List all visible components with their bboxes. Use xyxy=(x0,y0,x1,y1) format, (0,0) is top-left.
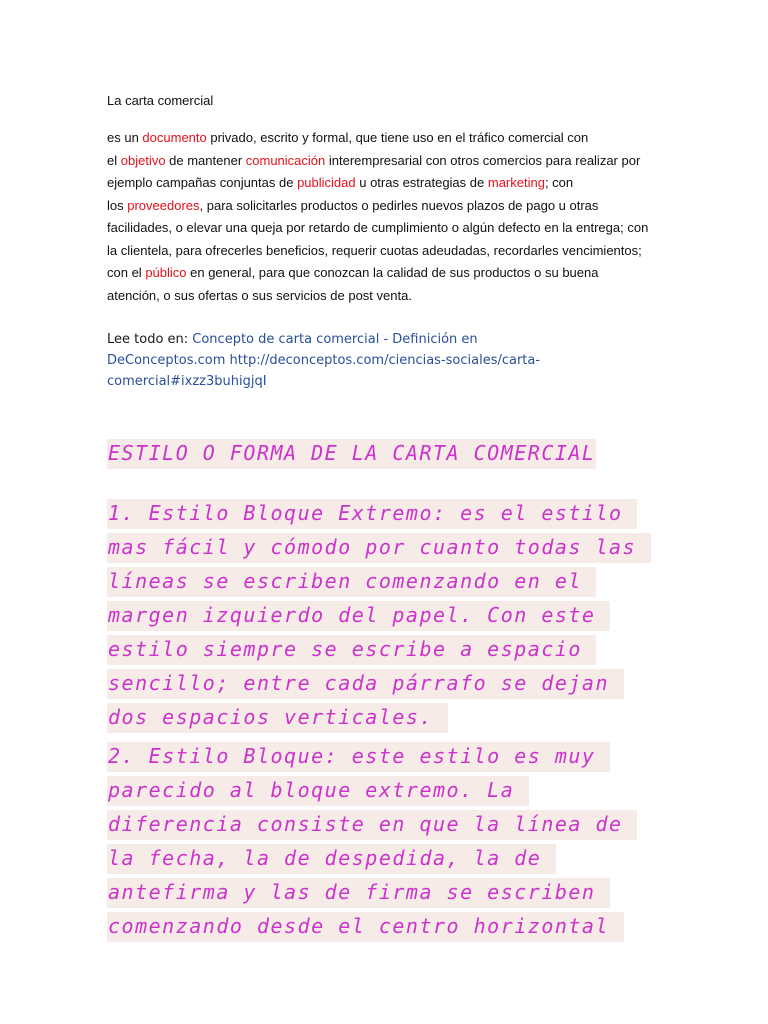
paragraph-line xyxy=(107,150,667,173)
paragraph-line xyxy=(107,195,667,218)
text-span: ejemplo campañas conjuntas de xyxy=(107,175,298,190)
heading-text: ESTILO O FORMA DE LA CARTA COMERCIAL xyxy=(107,439,596,469)
highlighted-line: margen izquierdo del papel. Con este xyxy=(107,601,610,631)
keyword-link[interactable]: objetivo xyxy=(120,152,166,168)
text-span: interempresarial con otros comercios para realizar por xyxy=(325,152,641,168)
text-span: la clientela, para ofrecerles beneficios, requerir cuotas adeudadas, recordarles vencimientos; xyxy=(107,242,642,258)
text-span: , para solicitarles productos o pedirles nuevos plazos de pago u otras xyxy=(199,197,599,213)
highlighted-line: parecido al bloque extremo. La xyxy=(107,776,529,806)
paragraph-line xyxy=(107,285,667,308)
style-1-block xyxy=(107,499,651,737)
source-url-line[interactable]: comercial#ixzz3buhigjqI xyxy=(107,374,267,389)
text-span: el xyxy=(107,152,121,168)
document-title: La carta comercial xyxy=(107,93,214,108)
text-span: es un xyxy=(107,130,143,145)
highlighted-line: 2. Estilo Bloque: este estilo es muy xyxy=(107,742,610,772)
text-span: u otras estrategias de xyxy=(355,175,488,190)
highlighted-line: sencillo; entre cada párrafo se dejan xyxy=(107,669,624,699)
style-2-block xyxy=(107,742,637,946)
source-citation xyxy=(107,329,667,392)
highlighted-line: la fecha, la de despedida, la de xyxy=(107,844,556,874)
paragraph-line xyxy=(107,262,667,285)
keyword-link[interactable]: publicidad xyxy=(297,175,356,190)
highlighted-line: comenzando desde el centro horizontal xyxy=(107,912,624,942)
text-span: con el xyxy=(107,265,146,280)
definition-paragraph xyxy=(107,127,667,307)
highlighted-line: antefirma y las de firma se escriben xyxy=(107,878,610,908)
highlighted-line: diferencia consiste en que la línea de xyxy=(107,810,637,840)
paragraph-line xyxy=(107,240,667,263)
text-span: facilidades, o elevar una queja por retardo de cumplimiento o algún defecto en la entrega; con xyxy=(107,220,649,235)
paragraph-line xyxy=(107,127,667,150)
keyword-link[interactable]: documento xyxy=(142,130,207,145)
paragraph-line xyxy=(107,217,667,240)
highlighted-line: 1. Estilo Bloque Extremo: es el estilo xyxy=(107,499,637,529)
highlighted-line: dos espacios verticales. xyxy=(107,703,448,733)
keyword-link[interactable]: público xyxy=(145,265,187,280)
text-span: los xyxy=(107,197,128,213)
text-span: privado, escrito y formal, que tiene uso en el tráfico comercial con xyxy=(206,130,589,145)
source-prefix: Lee todo en: xyxy=(107,332,193,347)
text-span: atención, o sus ofertas o sus servicios de post venta. xyxy=(107,287,412,303)
source-link[interactable]: Concepto de carta comercial - Definición en xyxy=(192,332,478,347)
highlighted-line: líneas se escriben comenzando en el xyxy=(107,567,596,597)
source-url-line[interactable]: DeConceptos.com http://deconceptos.com/ciencias-sociales/carta- xyxy=(107,353,541,368)
highlighted-line: estilo siempre se escribe a espacio xyxy=(107,635,596,665)
source-line xyxy=(107,329,667,350)
text-span: ; con xyxy=(544,175,574,190)
keyword-link[interactable]: marketing xyxy=(487,175,545,190)
keyword-link[interactable]: proveedores xyxy=(127,197,200,213)
paragraph-line xyxy=(107,172,667,195)
text-span: en general, para que conozcan la calidad de sus productos o su buena xyxy=(186,265,599,280)
section-heading xyxy=(107,439,596,473)
highlighted-line: mas fácil y cómodo por cuanto todas las xyxy=(107,533,651,563)
keyword-link[interactable]: comunicación xyxy=(245,152,326,168)
text-span: de mantener xyxy=(165,152,246,168)
